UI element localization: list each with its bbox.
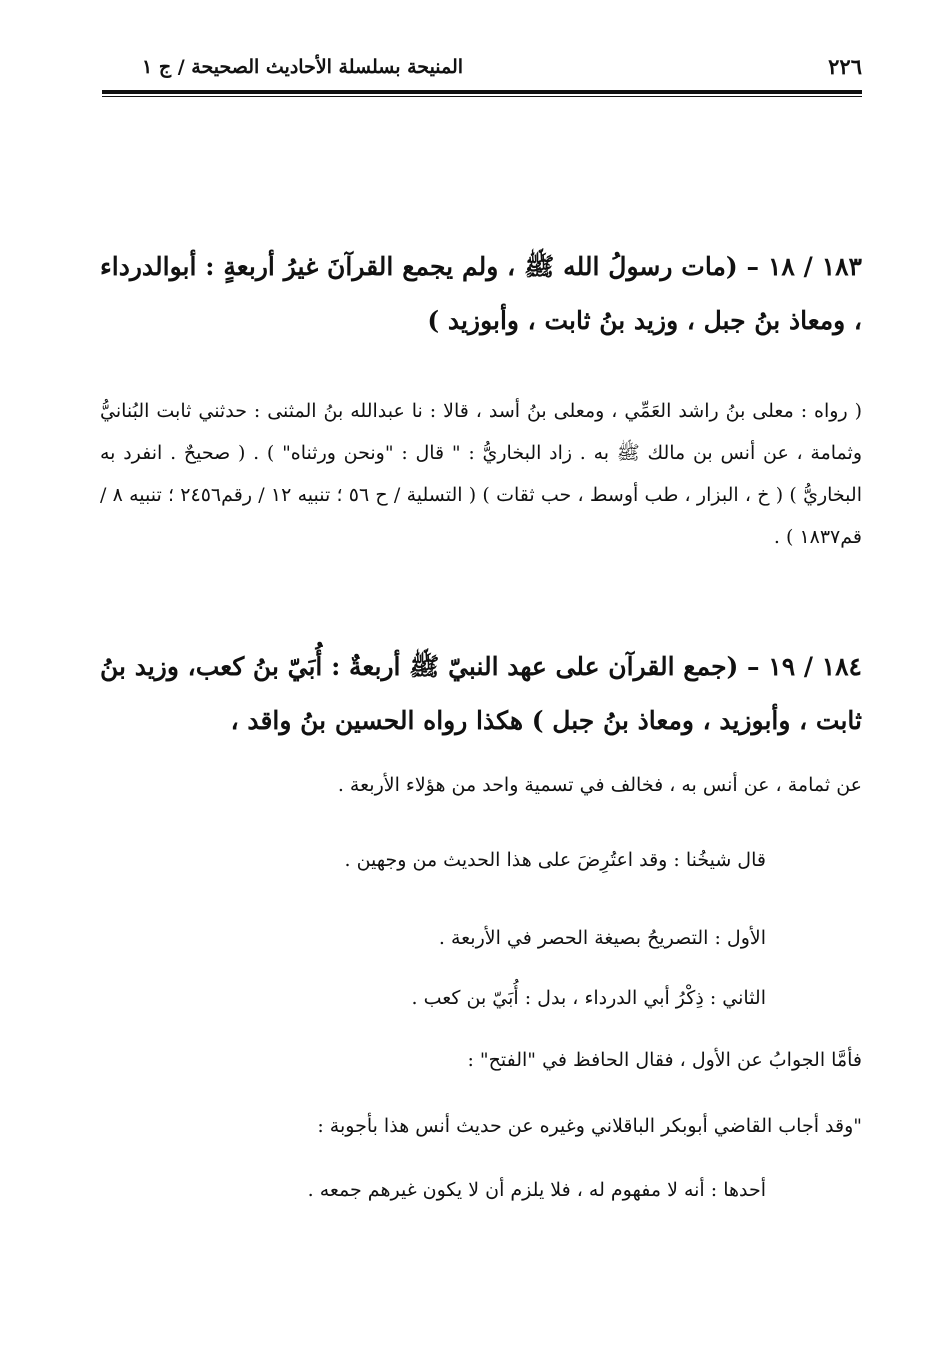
hadith-183-text: ١٨٣ / ١٨ – (مات رسولُ الله ﷺ ، ولم يجمع القرآنَ غيرُ أربعةٍ : أبوالدرداء ، ومعاذ بنُ جبل ، وزيد بنُ ثابت ، وأبوزيد ) [100, 252, 862, 335]
paragraph-first-objection: الأول : التصريحُ بصيغة الحصر في الأربعة . [438, 927, 766, 949]
running-title: المنيحة بسلسلة الأحاديث الصحيحة / ج ١ [142, 56, 464, 78]
paragraph-quote-start: "وقد أجاب القاضي أبوبكر الباقلاني وغيره عن حديث أنس هذا بأجوبة : [317, 1115, 862, 1137]
paragraph-first-answer: أحدها : أنه لا مفهوم له ، فلا يلزم أن لا يكون غيرهم جمعه . [307, 1179, 766, 1201]
hadith-183-note: ( رواه : معلى بنُ راشد العَمِّي ، ومعلى بنُ أسد ، قالا : نا عبدالله بنُ المثنى : حدثني ثابت البُنانيُّ وثمامة ، عن أنس بن مالك ﷺ به . زاد البخاريُّ : " قال : "ونحن ورثناه" ) . ( صحيحٌ . انفرد به البخاريُّ ) ( خ ، البزار ، طب أوسط ، حب ثقات ) ( التسلية / ح ٥٦ ؛ تنبيه ١٢ / رقم٢٤٥٦ ؛ تنبيه ٨ / قم١٨٣٧ ) . [100, 400, 862, 548]
paragraph-second-objection: الثاني : ذِكْرُ أبي الدرداء ، بدل : أُبَيّ بن كعب . [411, 987, 766, 1009]
header-rule-thick [102, 90, 862, 94]
page-number: ٢٢٦ [828, 54, 862, 79]
header-rule-thin [102, 96, 862, 97]
page-header [102, 54, 862, 84]
hadith-184-continuation: عن ثمامة ، عن أنس به ، فخالف في تسمية واحد من هؤلاء الأربعة . [337, 774, 862, 796]
paragraph-answer-intro: فأمَّا الجوابُ عن الأول ، فقال الحافظ في "الفتح" : [467, 1049, 862, 1071]
paragraph-shaykh-objection: قال شيخُنا : وقد اعتُرِضَ على هذا الحديث من وجهين . [344, 849, 766, 871]
hadith-184-text: ١٨٤ / ١٩ – (جمع القرآن على عهد النبيّ ﷺ أربعةٌ : أُبَيّ بنُ كعب، وزيد بنُ ثابت ، وأبوزيد ، ومعاذ بنُ جبل ) هكذا رواه الحسين بنُ واقد ، [100, 652, 862, 735]
